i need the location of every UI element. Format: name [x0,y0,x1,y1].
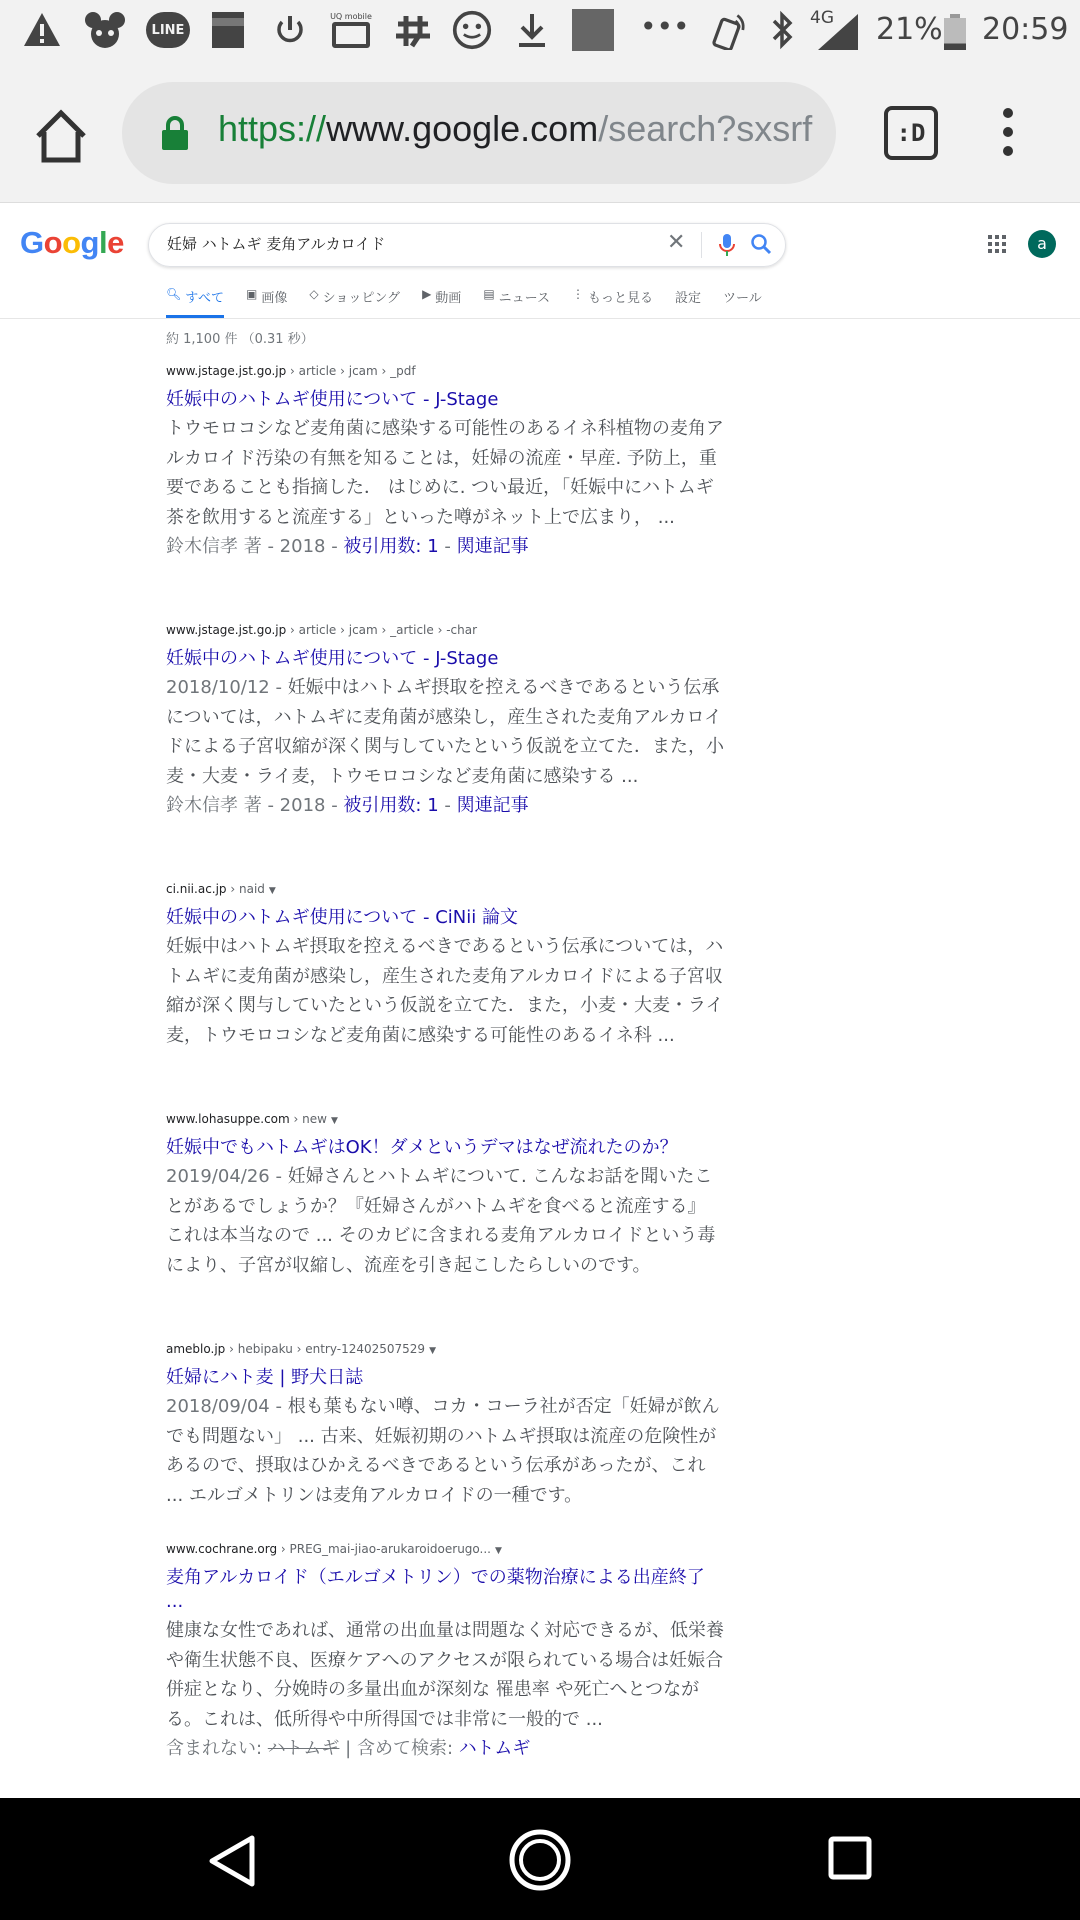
signal-icon [814,12,860,52]
familymart-icon [210,10,246,50]
search-icon[interactable] [749,232,773,256]
result-meta: 鈴木信孝 著 - 2018 - 被引用数: 1 - 関連記事 [166,795,529,816]
result-url[interactable]: www.jstage.jst.go.jp › article › jcam › _pdf [166,364,416,378]
result-snippet: 妊娠中はハトムギ摂取を控えるべきであるという伝承については，ハトムギに麦角菌が感染し，産生された麦角アルカロイドによる子宮収縮が深く関与していたという仮説を立てた．また，小麦・大麦・ライ麦，トウモロコシなど麦角菌に感染する可能性のあるイネ科 ... [166,936,724,1046]
nfc-icon [708,10,754,50]
avatar[interactable]: a [1028,230,1056,258]
uq-mobile-icon: UQ mobile [330,10,372,50]
tag-icon: ◇ [309,287,319,301]
search-result [166,1342,726,1510]
result-url[interactable]: www.cochrane.org › PREG_mai-jiao-arukaroidoerugo... ▼ [166,1542,502,1556]
search-result [166,1112,726,1280]
status-bar [0,0,1080,62]
related-articles-link[interactable]: 関連記事 [456,795,529,816]
back-icon[interactable] [206,1834,258,1888]
image-icon [572,9,614,51]
result-title[interactable]: 妊婦にハト麦 | 野犬日誌 [166,1367,364,1388]
include-search-link[interactable]: ハトムギ [458,1738,531,1759]
search-input[interactable]: 妊婦 ハトムギ 麦角アルカロイド [167,235,386,253]
download-icon [514,10,550,50]
home-nav-icon[interactable] [508,1828,572,1892]
result-title[interactable]: 麦角アルカロイド（エルゴメトリン）での薬物治療による出産終了 ... [166,1567,705,1612]
cited-by-link[interactable]: 被引用数: 1 [343,795,439,816]
search-icon: 🔍︎ [166,287,182,301]
result-stats: 約 1,100 件 （0.31 秒） [166,332,314,347]
recents-icon[interactable] [828,1836,872,1880]
tab-more[interactable]: ⋮ もっと見る [572,287,654,306]
tab-images[interactable]: ▣ 画像 [245,287,288,306]
tab-tools[interactable]: ツール [723,291,762,306]
play-icon: ▶ [422,287,432,301]
result-url[interactable]: www.lohasuppe.com › new ▼ [166,1112,338,1126]
search-divider [701,232,702,258]
google-logo[interactable]: Google [20,225,124,260]
result-snippet: トウモロコシなど麦角菌に感染する可能性のあるイネ科植物の麦角アルカロイド汚染の有無を知ることは，妊婦の流産・早産. 予防上，重要であることも指摘した． はじめに. つい最近，「妊娠中にハトムギ茶を飲用すると流産する」といった噂がネット上で広まり， ... [166,418,724,528]
more-vert-icon: ⋮ [572,287,585,301]
microphone-icon[interactable] [715,232,739,258]
dropdown-arrow-icon[interactable]: ▼ [330,1116,338,1126]
browser-menu-icon[interactable] [998,108,1018,168]
search-tabs [166,287,784,318]
apps-grid-icon[interactable] [988,235,1006,253]
missing-terms: 含まれない: ハトムギ | 含めて検索: ハトムギ [166,1738,531,1759]
warning-icon [22,10,62,50]
result-snippet: 2019/04/26 - 妊婦さんとハトムギについて. こんなお話を聞いたことがあるでしょうか？『妊婦さんがハトムギを食べると流産する』 これは本当なので ... そのカビに含まれる麦角アルカロイドという毒により、子宮が収縮し、流産を引き起こしたらしいのです。 [166,1166,716,1276]
search-result [166,882,726,1050]
power-icon [272,10,308,50]
cited-by-link[interactable]: 被引用数: 1 [343,536,439,557]
bluetooth-icon [768,10,796,50]
search-result [166,1542,726,1763]
tab-shopping[interactable]: ◇ ショッピング [309,287,401,306]
address-bar[interactable] [122,82,836,184]
dropdown-arrow-icon[interactable]: ▼ [268,886,276,896]
battery-percent: 21% [876,12,943,47]
clear-icon[interactable]: ✕ [667,230,686,255]
result-snippet: 2018/10/12 - 妊娠中はハトムギ摂取を控えるべきであるという伝承については，ハトムギに麦角菌が感染し，産生された麦角アルカロイドによる子宮収縮が深く関与していたという仮説を立てた．また，小麦・大麦・ライ麦，トウモロコシなど麦角菌に感染する ... [166,677,724,787]
mickey-icon [84,10,126,50]
search-box[interactable] [148,223,786,267]
tab-news[interactable]: ▤ ニュース [483,287,551,306]
tab-settings[interactable]: 設定 [675,291,702,306]
missing-word: ハトムギ [267,1738,340,1759]
dropdown-arrow-icon[interactable]: ▼ [495,1546,502,1556]
tab-switcher-button[interactable]: :D [884,106,938,160]
clock: 20:59 [982,12,1069,47]
result-snippet: 2018/09/04 - 根も葉もない噂、コカ・コーラ社が否定「妊婦が飲んでも問題ない」 ... 古来、妊娠初期のハトムギ摂取は流産の危険性があるので、摂取はひかえるべきであるという伝承があったが、これ ... エルゴメトリンは麦角アルカロイドの一種です。 [166,1396,720,1506]
result-title[interactable]: 妊娠中でもハトムギはOK！ダメというデマはなぜ流れたのか？ [166,1137,678,1158]
result-url[interactable]: www.jstage.jst.go.jp › article › jcam › _article › -char [166,623,478,637]
news-icon: ▤ [483,287,495,301]
search-result [166,364,726,561]
more-icon: ••• [640,10,690,43]
system-nav-bar [0,1798,1080,1920]
image-icon: ▣ [245,287,258,301]
tab-videos[interactable]: ▶ 動画 [422,287,462,306]
network-type: 4G [810,8,834,28]
search-result [166,623,726,820]
app-icon [392,10,434,50]
browser-toolbar [0,62,1080,203]
result-title[interactable]: 妊娠中のハトムギ使用について - J-Stage [166,389,499,410]
result-snippet: 健康な女性であれば、通常の出血量は問題なく対応できるが、低栄養や衛生状態不良、医療ケアへのアクセスが限られている場合は妊娠合併症となり、分娩時の多量出血が深刻な 罹患率 や死亡へとつながる。これは、低所得や中所得国では非常に一般的で ... [166,1620,724,1730]
result-meta: 鈴木信孝 著 - 2018 - 被引用数: 1 - 関連記事 [166,536,529,557]
google-header [0,203,1080,319]
home-icon[interactable] [32,108,90,164]
result-title[interactable]: 妊娠中のハトムギ使用について - CiNii 論文 [166,907,518,928]
result-url[interactable]: ameblo.jp › hebipaku › entry-12402507529 ▼ [166,1342,436,1356]
line-app-icon: LINE [146,12,190,48]
related-articles-link[interactable]: 関連記事 [456,536,529,557]
tab-all[interactable]: 🔍︎ すべて [166,287,224,318]
battery-icon [944,12,966,52]
dropdown-arrow-icon[interactable]: ▼ [429,1346,436,1356]
result-url[interactable]: ci.nii.ac.jp › naid ▼ [166,882,276,896]
url-text: https://www.google.com/search?sxsrf [218,108,813,149]
lock-icon [160,116,190,150]
result-title[interactable]: 妊娠中のハトムギ使用について - J-Stage [166,648,499,669]
smiley-icon [450,10,494,50]
